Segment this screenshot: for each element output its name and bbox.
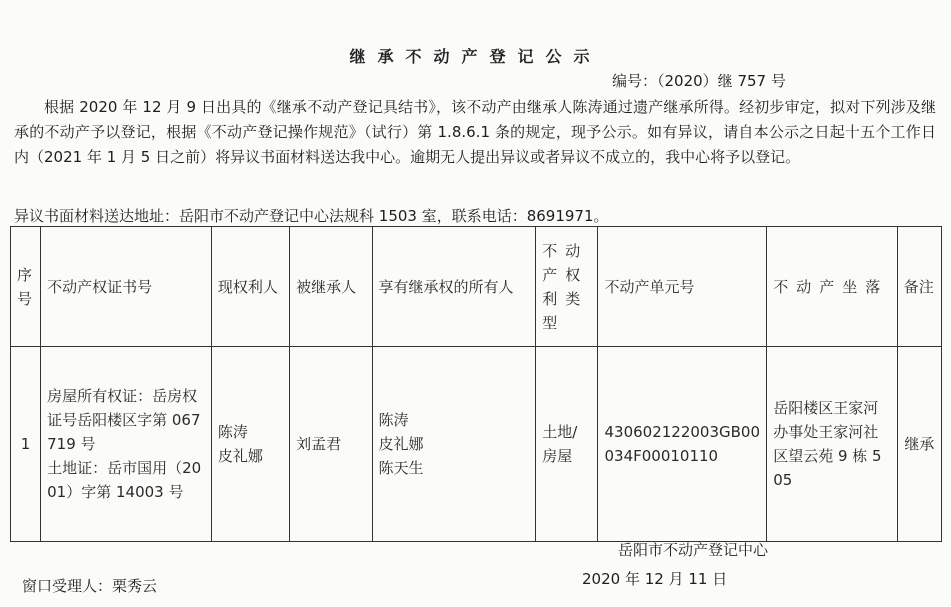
- header-location: 不动产坐落: [767, 227, 898, 347]
- header-heirs: 享有继承权的所有人: [372, 227, 536, 347]
- cell-remark: 继承: [897, 347, 941, 542]
- cell-current-holder: [211, 347, 289, 542]
- cell-seq: 1: [11, 347, 41, 542]
- holder-name: 皮礼娜: [217, 447, 263, 465]
- cert-house: 房屋所有权证：岳房权证号岳阳楼区字第 067719 号: [47, 387, 201, 453]
- header-cert-no: 不动产权证书号: [41, 227, 212, 347]
- issuing-organization: 岳阳市不动产登记中心: [618, 541, 769, 559]
- cell-heirs: [372, 347, 536, 542]
- notice-body-paragraph: 根据 2020 年 12 月 9 日出具的《继承不动产登记具结书》，该不动产由继承人陈涛通过遗产继承所得。经初步审定，拟对下列涉及继承的不动产予以登记，根据《不动产登记操作规范》（试行）第 1.8.6.1 条的规定，现予公示。如有异议，请自本公示之日起十五个工作日内（2021 年 1 月 5 日之前）将异议书面材料送达我中心。逾期无人提出异议或者异议不成立的，我中心将予以登记。: [14, 98, 936, 166]
- objection-address-line: 异议书面材料送达地址：岳阳市不动产登记中心法规科 1503 室，联系电话：8691971。: [14, 207, 609, 225]
- registration-table: [10, 226, 942, 542]
- cell-location: 岳阳楼区王家河办事处王家河社区望云苑 9 栋 505: [767, 347, 898, 542]
- header-remark: 备注: [897, 227, 941, 347]
- cert-land: 土地证：岳市国用（2001）字第 14003 号: [47, 459, 202, 501]
- header-seq: 序号: [11, 227, 41, 347]
- holder-name: 陈涛: [217, 423, 248, 441]
- issue-date: 2020 年 12 月 11 日: [582, 570, 728, 588]
- table-row: [11, 347, 942, 542]
- window-receiver: 窗口受理人：栗秀云: [22, 577, 158, 595]
- notice-title: 继承不动产登记公示: [349, 47, 602, 66]
- header-right-type: 不动产权利类型: [536, 227, 598, 347]
- header-decedent: 被继承人: [290, 227, 372, 347]
- heir-name: 陈涛: [378, 411, 409, 429]
- header-unit-no: 不动产单元号: [598, 227, 767, 347]
- heir-name: 皮礼娜: [378, 435, 424, 453]
- cell-decedent: 刘孟君: [290, 347, 372, 542]
- table-header-row: [11, 227, 942, 347]
- heir-name: 陈天生: [378, 459, 424, 477]
- cell-right-type: 土地/房屋: [536, 347, 598, 542]
- cell-cert-no: [41, 347, 212, 542]
- cell-unit-no: 430602122003GB00034F00010110: [598, 347, 767, 542]
- header-current-holder: 现权利人: [211, 227, 289, 347]
- document-number: 编号：（2020）继 757 号: [612, 72, 786, 90]
